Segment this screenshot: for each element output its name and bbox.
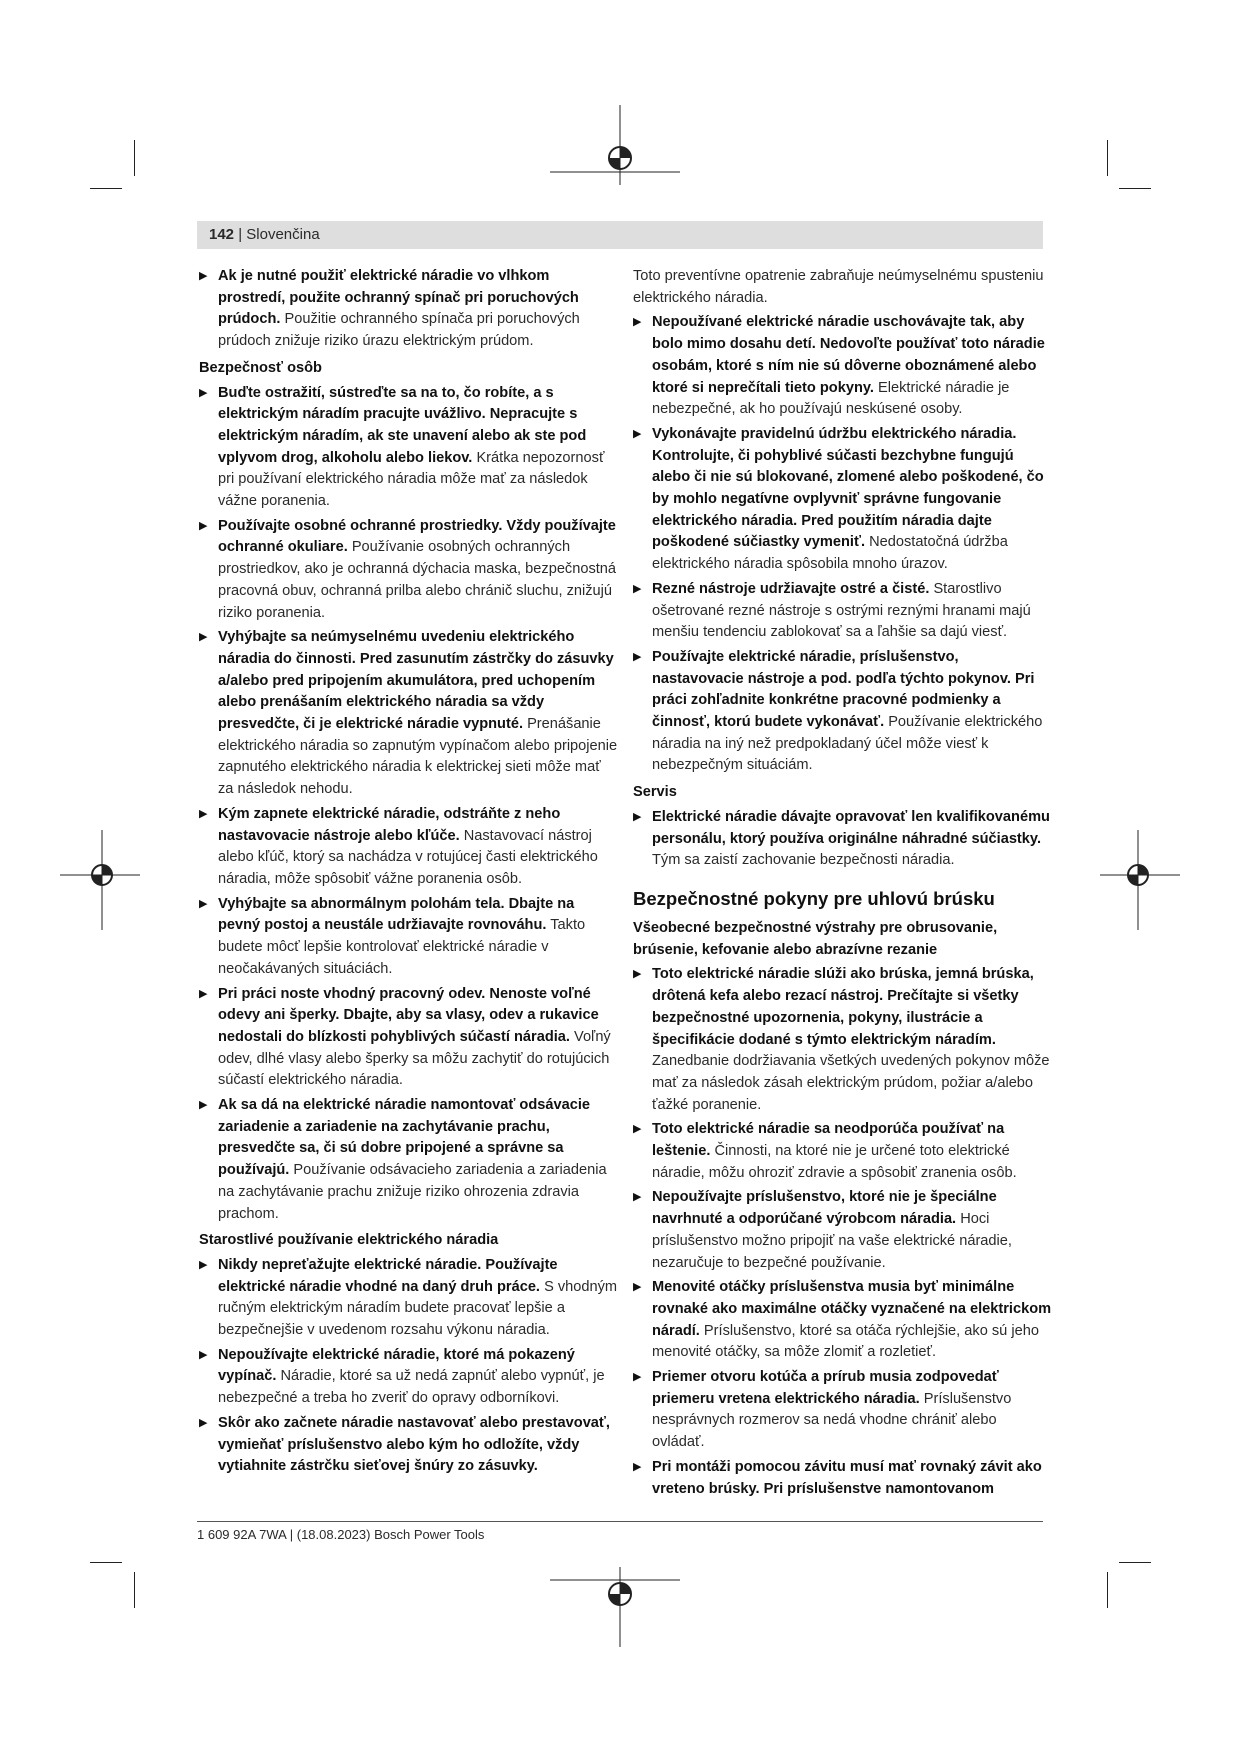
right-column [633, 266, 1053, 1503]
list-item: ▶ Používajte osobné ochranné prostriedky. Vždy používajte ochranné okuliare. Používanie osobných ochranných prostriedkov, ako je ochranná dýchacia maska, bezpečnostná pracovná obuv, ochranná prilba alebo chránič sluchu, znižujú riziko poranenia. [199, 516, 619, 625]
registration-mark-left [60, 830, 140, 930]
list-item: ▶ Menovité otáčky príslušenstva musia byť minimálne rovnaké ako maximálne otáčky vyznačené na elektrickom náradí. Príslušenstvo, ktoré sa otáča rýchlejšie, ako sú jeho menovité otáčky, sa môže zlomiť a rozletieť. [633, 1277, 1053, 1364]
list-item: ▶ Vykonávajte pravidelnú údržbu elektrického náradia. Kontrolujte, či pohyblivé súčasti bezchybne fungujú alebo či nie sú blokované, zlomené alebo poškodené, čo by mohlo negatívne ovplyvniť správne fungovanie elektrického náradia. Pred použitím náradia dajte poškodené súčiastky vymeniť. Nedostatočná údržba elektrického náradia spôsobila mnoho úrazov. [633, 424, 1053, 576]
main-heading: Bezpečnostné pokyny pre uhlovú brúsku [633, 887, 995, 909]
sub-heading: Všeobecné bezpečnostné výstrahy pre obrusovanie, brúsenie, kefovanie alebo abrazívne rezanie [633, 919, 998, 958]
section-heading: Starostlivé používanie elektrického náradia [199, 1232, 499, 1249]
list-item: ▶ Buďte ostražití, sústreďte sa na to, čo robíte, a s elektrickým náradím pracujte uvážlivo. Nepracujte s elektrickým náradím, ak ste unavení alebo ak ste pod vplyvom drog, alkoholu alebo liekov. Krátka nepozornosť pri používaní elektrického náradia môže mať za následok vážne poranenia. [199, 383, 619, 513]
list-item: ▶ Používajte elektrické náradie, príslušenstvo, nastavovacie nástroje a pod. podľa týchto pokynov. Pri práci zohľadnite konkrétne pracovné podmienky a činnosť, ktorú budete vykonávať. Používanie elektrického náradia na iný než predpokladaný účel môže viesť k nebezpečným situáciám. [633, 647, 1053, 777]
left-column [199, 266, 619, 1481]
registration-mark-bottom [550, 1567, 690, 1647]
list-item: ▶ Vyhýbajte sa neúmyselnému uvedeniu elektrického náradia do činnosti. Pred zasunutím zástrčky do zásuvky a/alebo pred pripojením akumulátora, pred uchopením alebo prenášaním elektrického náradia sa vždy presvedčte, či je elektrické náradie vypnuté. Prenášanie elektrického náradia so zapnutým vypínačom alebo pripojenie zapnutého elektrického náradia k elektrickej sieti môže mať za následok nehodu. [199, 627, 619, 801]
list-item: ▶ Nepoužívané elektrické náradie uschovávajte tak, aby bolo mimo dosahu detí. Nedovoľte používať toto náradie osobám, ktoré s ním nie sú dôverne oboznámené alebo ktoré si neprečítali tieto pokyny. Elektrické náradie je nebezpečné, ak ho používajú neskúsené osoby. [633, 312, 1053, 421]
list-item: ▶ Toto elektrické náradie slúži ako brúska, jemná brúska, drôtená kefa alebo rezací nástroj. Prečítajte si všetky bezpečnostné upozornenia, pokyny, ilustrácie a špecifikácie dodané s týmto elektrickým náradím. Zanedbanie dodržiavania všetkých uvedených pokynov môže mať za následok zásah elektrickým prúdom, požiar a/alebo ťažké poranenie. [633, 964, 1053, 1116]
registration-mark-right [1100, 830, 1180, 930]
list-item: ▶ Skôr ako začnete náradie nastavovať alebo prestavovať, vymieňať príslušenstvo alebo kým ho odložíte, vždy vytiahnite zástrčku sieťovej šnúry zo zásuvky. [199, 1413, 619, 1478]
list-item: ▶ Pri práci noste vhodný pracovný odev. Nenoste voľné odevy ani šperky. Dbajte, aby sa vlasy, odev a rukavice nedostali do blízkosti pohyblivých súčastí náradia. Voľný odev, dlhé vlasy alebo šperky sa môžu zachytiť do rotujúcich súčastí elektrického náradia. [199, 984, 619, 1093]
list-item: ▶ Ak sa dá na elektrické náradie namontovať odsávacie zariadenie a zariadenie na zachytávanie prachu, presvedčte sa, či sú dobre pripojené a správne sa používajú. Používanie odsávacieho zariadenia a zariadenia na zachytávanie prachu znižuje riziko ohrozenia zdravia prachom. [199, 1095, 619, 1225]
list-item: ▶ Nepoužívajte elektrické náradie, ktoré má pokazený vypínač. Náradie, ktoré sa už nedá zapnúť alebo vypnúť, je nebezpečné a treba ho zveriť do opravy odborníkovi. [199, 1345, 619, 1410]
header-language: Slovenčina [246, 226, 320, 243]
section-heading: Servis [633, 784, 677, 801]
section-heading: Bezpečnosť osôb [199, 359, 322, 376]
list-item: ▶ Nikdy nepreťažujte elektrické náradie. Používajte elektrické náradie vhodné na daný druh práce. S vhodným ručným elektrickým náradím budete pracovať lepšie a bezpečnejšie v uvedenom rozsahu výkonu náradia. [199, 1255, 619, 1342]
registration-mark-top [550, 105, 690, 185]
list-item: ▶ Elektrické náradie dávajte opravovať len kvalifikovanému personálu, ktorý používa originálne náhradné súčiastky. Tým sa zaistí zachovanie bezpečnosti náradia. [633, 807, 1053, 872]
list-item: ▶ Rezné nástroje udržiavajte ostré a čisté. Starostlivo ošetrované rezné nástroje s ostrými reznými hranami majú menšiu tendenciu zablokovať sa a ľahšie sa dajú viesť. [633, 579, 1053, 644]
footer-divider [197, 1521, 1043, 1522]
list-item: ▶ Toto elektrické náradie sa neodporúča používať na leštenie. Činnosti, na ktoré nie je určené toto elektrické náradie, môžu ohroziť zdravie a spôsobiť zranenia osôb. [633, 1119, 1053, 1184]
list-item: ▶ Nepoužívajte príslušenstvo, ktoré nie je špeciálne navrhnuté a odporúčané výrobcom náradia. Hoci príslušenstvo možno pripojiť na vaše elektrické náradie, nezaručuje to bezpečné používanie. [633, 1187, 1053, 1274]
header-separator: | [238, 226, 243, 243]
list-item: ▶ Priemer otvoru kotúča a prírub musia zodpovedať priemeru vretena elektrického náradia. Príslušenstvo nesprávnych rozmerov sa nedá vhodne chrániť alebo ovládať. [633, 1367, 1053, 1454]
list-item: ▶ Pri montáži pomocou závitu musí mať rovnaký závit ako vreteno brúsky. Pri príslušenstve namontovanom [633, 1457, 1053, 1500]
page-footer: 1 609 92A 7WA | (18.08.2023) Bosch Power Tools [197, 1527, 485, 1542]
list-item: ▶ Ak je nutné použiť elektrické náradie vo vlhkom prostredí, použite ochranný spínač pri poruchových prúdoch. Použitie ochranného spínača pri poruchových prúdoch znižuje riziko úrazu elektrickým prúdom. [199, 266, 619, 353]
continued-text: Toto preventívne opatrenie zabraňuje neúmyselnému spusteniu elektrického náradia. [633, 268, 1044, 306]
page-header [197, 221, 1043, 249]
page-number: 142 [209, 226, 235, 243]
list-item: ▶ Kým zapnete elektrické náradie, odstráňte z neho nastavovacie nástroje alebo kľúče. Nastavovací nástroj alebo kľúč, ktorý sa nachádza v rotujúcej časti elektrického náradia, môže spôsobiť vážne poranenia osôb. [199, 804, 619, 891]
list-item: ▶ Vyhýbajte sa abnormálnym polohám tela. Dbajte na pevný postoj a neustále udržiavajte rovnováhu. Takto budete môcť lepšie kontrolovať elektrické náradie v neočakávaných situáciách. [199, 894, 619, 981]
